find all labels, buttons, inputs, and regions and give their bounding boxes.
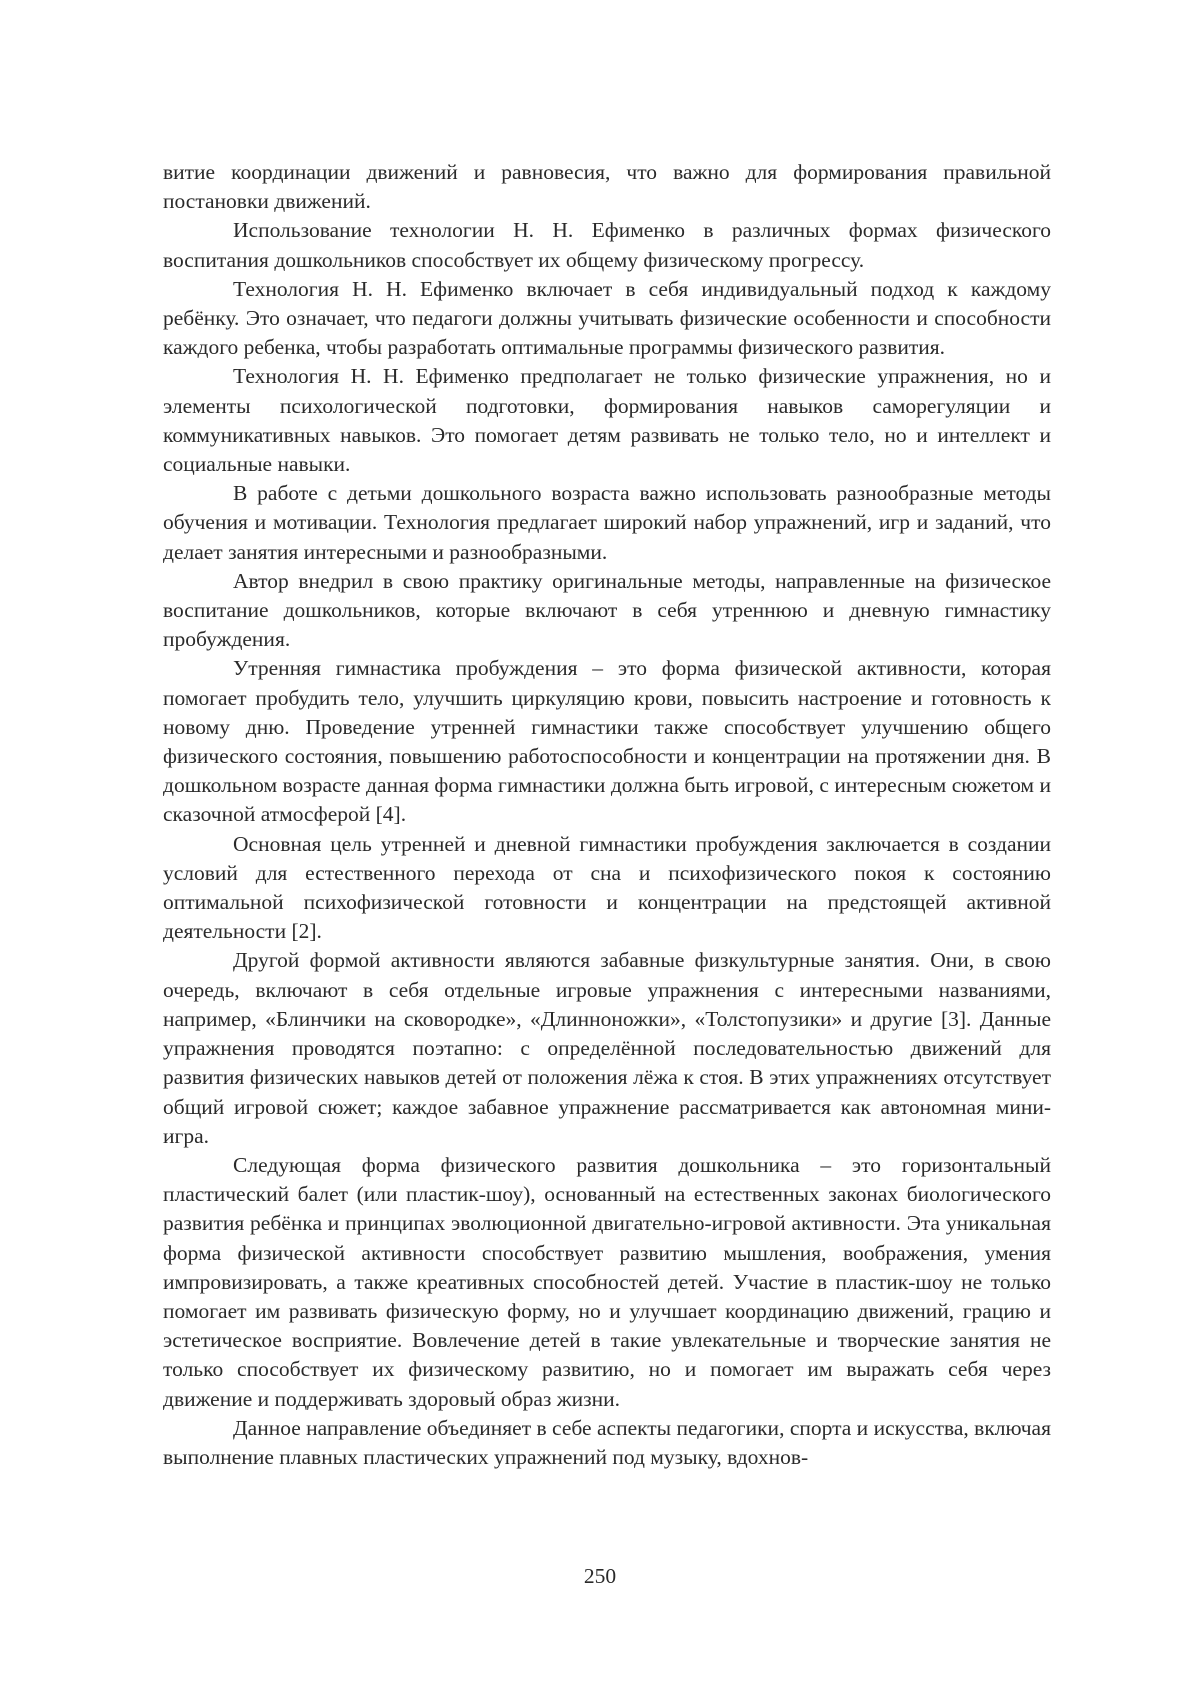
- paragraph: Использование технологии Н. Н. Ефименко в различных формах физического воспитания дошкольников способствует их общему физическому прогрессу.: [163, 216, 1051, 274]
- paragraph: Технология Н. Н. Ефименко предполагает не только физические упражнения, но и элементы психологической подготовки, формирования навыков саморегуляции и коммуникативных навыков. Это помогает детям развивать не только тело, но и интеллект и социальные навыки.: [163, 362, 1051, 479]
- paragraph: Утренняя гимнастика пробуждения – это форма физической активности, которая помогает пробудить тело, улучшить циркуляцию крови, повысить настроение и готовность к новому дню. Проведение утренней гимнастики также способствует улучшению общего физического состояния, повышению работоспособности и концентрации на протяжении дня. В дошкольном возрасте данная форма гимнастики должна быть игровой, с интересным сюжетом и сказочной атмосферой [4].: [163, 654, 1051, 829]
- paragraph: Другой формой активности являются забавные физкультурные занятия. Они, в свою очередь, включают в себя отдельные игровые упражнения с интересными названиями, например, «Блинчики на сковородке», «Длинноножки», «Толстопузики» и другие [3]. Данные упражнения проводятся поэтапно: с определённой последовательностью движений для развития физических навыков детей от положения лёжа к стоя. В этих упражнениях отсутствует общий игровой сюжет; каждое забавное упражнение рассматривается как автономная мини-игра.: [163, 946, 1051, 1150]
- page-number: 250: [0, 1564, 1200, 1589]
- paragraph: Автор внедрил в свою практику оригинальные методы, направленные на физическое воспитание дошкольников, которые включают в себя утреннюю и дневную гимнастику пробуждения.: [163, 567, 1051, 655]
- document-body: [163, 158, 1051, 1472]
- paragraph: Следующая форма физического развития дошкольника – это горизонтальный пластический балет (или пластик-шоу), основанный на естественных законах биологического развития ребёнка и принципах эволюционной двигательно-игровой активности. Эта уникальная форма физической активности способствует развитию мышления, воображения, умения импровизировать, а также креативных способностей детей. Участие в пластик-шоу не только помогает им развивать физическую форму, но и улучшает координацию движений, грацию и эстетическое восприятие. Вовлечение детей в такие увлекательные и творческие занятия не только способствует их физическому развитию, но и помогает им выражать себя через движение и поддерживать здоровый образ жизни.: [163, 1151, 1051, 1414]
- paragraph-last: Данное направление объединяет в себе аспекты педагогики, спорта и искусства, включая выполнение плавных пластических упражнений под музыку, вдохнов-: [163, 1414, 1051, 1472]
- paragraph: Основная цель утренней и дневной гимнастики пробуждения заключается в создании условий для естественного перехода от сна и психофизического покоя к состоянию оптимальной психофизической готовности и концентрации на предстоящей активной деятельности [2].: [163, 830, 1051, 947]
- paragraph: Технология Н. Н. Ефименко включает в себя индивидуальный подход к каждому ребёнку. Это означает, что педагоги должны учитывать физические особенности и способности каждого ребенка, чтобы разработать оптимальные программы физического развития.: [163, 275, 1051, 363]
- paragraph: В работе с детьми дошкольного возраста важно использовать разнообразные методы обучения и мотивации. Технология предлагает широкий набор упражнений, игр и заданий, что делает занятия интересными и разнообразными.: [163, 479, 1051, 567]
- paragraph-continuation: витие координации движений и равновесия, что важно для формирования правильной постановки движений.: [163, 158, 1051, 216]
